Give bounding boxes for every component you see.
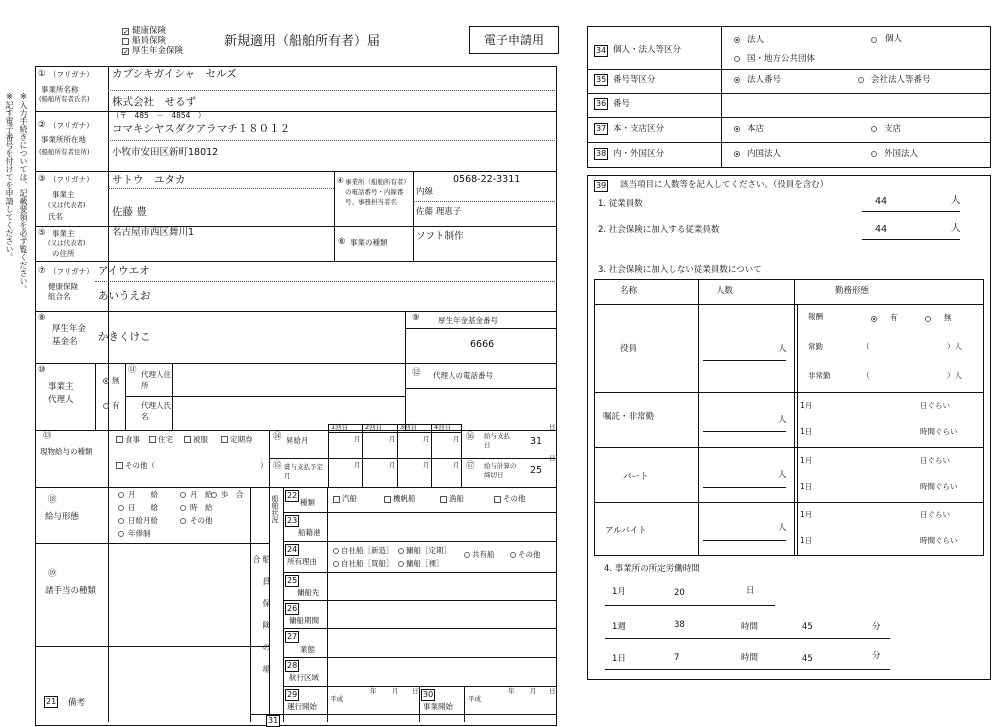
r14-h1: 1回目 [331, 423, 349, 431]
r18-opt-daily: 日 給 [128, 503, 158, 512]
r11-num: ⑪ [128, 365, 137, 375]
r13-num: ⑬ [43, 431, 52, 441]
r17-num: ⑰ [466, 461, 475, 471]
r22-check-other[interactable] [494, 496, 501, 503]
r35-radio-corp-num[interactable] [734, 77, 740, 83]
r13-item-meal: 食事 [125, 435, 140, 444]
r28-num: 28 [287, 661, 298, 670]
r18-radio-commission[interactable] [211, 492, 217, 498]
r8-num: ⑧ [38, 313, 46, 323]
row-arbeit-l2: 1日 [800, 536, 813, 545]
r14-unit2: 月 [389, 435, 396, 443]
r18-num: ⑱ [48, 495, 57, 505]
q4-r1-b[interactable]: 20 [674, 588, 685, 598]
q4-r2-e: 分 [872, 622, 881, 632]
r29-label: 運行開始 [287, 702, 317, 711]
row-contract-name: 嘱託・非常勤 [603, 412, 655, 422]
r9-label: 厚生年金基金番号 [438, 316, 498, 325]
e-application-button[interactable] [469, 26, 559, 54]
r39-intro: 該当項目に人数等を記入してください。（役員を含む） [620, 180, 829, 190]
r14-label: 昇給月 [286, 436, 309, 445]
r13-check-meal[interactable] [116, 436, 123, 443]
r14-unit1: 月 [354, 435, 361, 443]
q2-value[interactable]: 44 [875, 224, 888, 235]
q3-label: 3. 社会保険に加入しない従業員数について [598, 265, 762, 275]
row-officers-l3q: ）人 [947, 371, 962, 380]
q2-unit: 人 [951, 223, 961, 234]
q4-r3-a: 1日 [612, 654, 626, 664]
r24-radio-charter-periodic[interactable] [398, 548, 404, 554]
r34-label: 個人・法人等区分 [613, 45, 682, 55]
row-arbeit-unit: 人 [778, 523, 787, 533]
r29-y: 年 [370, 687, 377, 695]
r3-label1: 事業主 [52, 190, 75, 199]
r34-opt-public: 国・地方公共団体 [747, 54, 816, 64]
r5-label2: (又は代表者) [48, 239, 86, 247]
r1-name[interactable]: 株式会社 せるず [112, 96, 196, 108]
r35-opt-corp-num: 法人番号 [747, 75, 782, 85]
r18-opt-daily-monthly: 日給月給 [128, 516, 158, 525]
r5-addr[interactable]: 名古屋市西区舞川1 [112, 227, 195, 238]
r22-item-other: その他 [503, 494, 526, 503]
r34-opt-corp: 法人 [747, 35, 765, 45]
row-arbeit-l1: 1月 [800, 510, 813, 519]
tbl-h-count: 人数 [716, 286, 734, 296]
r7-furigana-label: （フリガナ） [49, 267, 94, 276]
r2-addr-label: 事業所所在地 [41, 135, 86, 144]
r34-radio-indiv[interactable] [871, 37, 877, 43]
r2-postal[interactable]: （〒 485 － 4854 ） [112, 111, 206, 120]
r24-radio-other[interactable] [510, 552, 516, 558]
r9-num: ⑨ [412, 313, 420, 323]
r24-item-bought: 自社船［買船］ [341, 559, 394, 568]
r36-label: 番号 [613, 99, 631, 109]
r18-opt-commission: 歩 合 [221, 490, 244, 499]
side-note-1: ※入力手続きについては、記載要領を必ず覧ください。 [19, 92, 28, 293]
r30-label: 事業開始 [423, 702, 453, 711]
row-contract-l1v: 日ぐらい [920, 401, 950, 410]
r37-num: 37 [596, 124, 607, 133]
q1-unit: 人 [951, 195, 961, 206]
r2-furigana[interactable]: コマキシヤスダクアラマチ１８０１２ [112, 123, 291, 135]
r12-num: ⑫ [412, 368, 421, 378]
r5-num: ⑤ [38, 228, 46, 238]
row-contract-l2: 1日 [800, 427, 813, 436]
check-health-insurance[interactable]: ✓ [123, 28, 129, 36]
r10-opt1: 無 [112, 376, 120, 385]
officers-radio-no[interactable] [925, 316, 931, 322]
r1-furigana[interactable]: カブシキガイシャ セルズ [112, 68, 237, 80]
row-part-l2: 1日 [800, 482, 813, 491]
ship-status-label: 船舶状況 [271, 495, 279, 523]
officers-radio-yes[interactable] [871, 316, 877, 322]
r24-item-other: その他 [518, 550, 541, 559]
q4-r3-b[interactable]: 7 [674, 653, 680, 663]
r35-num: 35 [596, 75, 607, 84]
r14-h2: 2回目 [365, 423, 383, 431]
r24-item-bareboat: 傭船［裸］ [406, 559, 444, 568]
tbl-h-work: 勤務形態 [835, 286, 870, 296]
row-part-l1: 1月 [800, 456, 813, 465]
row-arbeit-l2v: 時間ぐらい [920, 536, 958, 545]
r24-item-shared: 共有船 [472, 550, 495, 559]
r22-check-fishing[interactable] [440, 496, 447, 503]
r30-num: 30 [423, 690, 434, 699]
row-contract-l1: 1月 [800, 401, 813, 410]
q4-label: 4. 事業所の所定労働時間 [604, 564, 700, 574]
check-label-pension: 厚生年金保険 [132, 46, 184, 56]
r19-label: 諸手当の種類 [45, 586, 97, 596]
r8-label1: 厚生年金 [52, 324, 87, 334]
row-part-l1v: 日ぐらい [920, 456, 950, 465]
r14-unit3: 月 [423, 435, 430, 443]
r10-radio-yes[interactable] [103, 403, 109, 409]
check-label-seaman: 船員保険 [132, 36, 167, 46]
r2-addr-sub: (船舶所有者住所) [39, 148, 90, 156]
row-part-l2v: 時間ぐらい [920, 482, 958, 491]
r13-other-end: ） [260, 461, 268, 470]
e-application-label: 電子申請用 [483, 33, 544, 47]
r13-item-pass: 定期券 [230, 435, 253, 444]
r18-radio-annual[interactable] [118, 531, 124, 537]
r37-opt-head: 本店 [747, 124, 765, 134]
r16-num: ⑯ [466, 432, 475, 442]
r38-label: 内・外国区分 [613, 149, 665, 159]
r18-radio-daily[interactable] [118, 505, 124, 511]
r12-label: 代理人の電話番号 [433, 371, 493, 380]
r18-radio-daily-monthly[interactable] [118, 518, 124, 524]
r31-num: 31 [268, 716, 279, 725]
r30-m: 月 [530, 687, 537, 695]
r1-num: ① [38, 69, 46, 79]
r25-label: 傭船先 [297, 588, 320, 597]
row-officers-l1: 報酬 [808, 312, 823, 321]
r3-furigana-label: （フリガナ） [49, 175, 94, 184]
r16-value[interactable]: 31 [530, 436, 543, 447]
r24-label: 所有理由 [287, 557, 317, 566]
r15-unit2: 月 [389, 461, 396, 469]
r3-label3: 氏名 [48, 212, 63, 221]
r23-label: 船籍港 [298, 528, 321, 537]
r16-unit: 日 [549, 423, 556, 431]
r39-num: 39 [596, 181, 607, 190]
r3-num: ③ [38, 174, 46, 184]
r24-radio-new[interactable] [333, 548, 339, 554]
r13-item-clothes: 被服 [193, 435, 208, 444]
r23-num: 23 [287, 516, 298, 525]
r22-check-steamer[interactable] [333, 496, 340, 503]
r24-item-new: 自社船［新造］ [341, 546, 394, 555]
row-officers-l3p: （ [862, 371, 870, 380]
r11-name-label: 代理人氏名 [141, 401, 171, 421]
r21-label: 備考 [68, 698, 86, 708]
r2-furigana-label: （フリガナ） [49, 121, 94, 130]
check-pension-insurance[interactable]: ✓ [123, 48, 129, 56]
r19-num: ⑲ [48, 569, 57, 579]
r30-y: 年 [508, 687, 515, 695]
r24-radio-bought[interactable] [333, 561, 339, 567]
r22-num: 22 [287, 491, 298, 500]
r18-opt-hourly: 時 給 [190, 503, 213, 512]
row-officers-name: 役員 [620, 344, 638, 354]
r8-name[interactable]: かきくけこ [98, 331, 151, 343]
q4-r1-c: 日 [746, 586, 755, 596]
r4-phone[interactable]: 0568-22-3311 [453, 174, 521, 185]
r13-item-house: 住宅 [158, 435, 173, 444]
r15-unit3: 月 [423, 461, 430, 469]
row-officers-l1b: 無 [944, 313, 952, 322]
r34-radio-corp[interactable] [734, 37, 740, 43]
row-officers-l1a: 有 [890, 313, 898, 322]
r13-check-pass[interactable] [221, 436, 228, 443]
r5-label1: 事業主 [52, 229, 75, 238]
row-arbeit-l1v: 日ぐらい [920, 510, 950, 519]
r37-label: 本・支店区分 [613, 124, 665, 134]
r34-num: 34 [596, 46, 607, 55]
r34-opt-indiv: 個人 [885, 34, 903, 44]
r7-name[interactable]: あいうえお [98, 290, 151, 302]
row-contract-unit: 人 [778, 415, 787, 425]
r7-furigana[interactable]: アイウエオ [98, 265, 150, 277]
q4-r2-b[interactable]: 38 [674, 620, 685, 630]
r24-num: 24 [287, 545, 298, 554]
q4-r3-d[interactable]: 45 [802, 654, 813, 664]
r2-num: ② [38, 120, 46, 130]
r4-num: ④ [337, 176, 344, 185]
r25-num: 25 [287, 576, 298, 585]
r14-h3: 3回目 [400, 423, 418, 431]
r15-num: ⑮ [273, 461, 282, 471]
r6-num: ⑥ [338, 237, 346, 247]
r18-opt-monthly2: 月 給 [190, 490, 213, 499]
r35-radio-co-num[interactable] [858, 77, 864, 83]
r15-label: 賞与支払予定月 [284, 463, 323, 480]
r22-item-steamer: 汽船 [342, 494, 357, 503]
r1-name-sub: (船舶所有者氏名) [39, 95, 90, 103]
r1-furigana-label: （フリガナ） [49, 70, 94, 79]
r9-value[interactable]: 6666 [470, 339, 495, 350]
q1-label: 1. 従業員数 [598, 199, 643, 209]
r30-era: 平成 [468, 695, 481, 703]
row-officers-unit: 人 [778, 344, 787, 354]
q2-label: 2. 社会保険に加入する従業員数 [598, 225, 720, 235]
r29-d: 日 [412, 687, 419, 695]
r38-radio-domestic[interactable] [734, 151, 740, 157]
r7-num: ⑦ [38, 266, 46, 276]
row-officers-l2: 常勤 [808, 342, 823, 351]
r4-ext-label: 内線 [416, 187, 434, 197]
r1-name-label: 事業所名称 [41, 85, 79, 94]
row-officers-l2q: ）人 [947, 342, 962, 351]
r36-num: 36 [596, 99, 607, 108]
q4-r2-a: 1週 [612, 622, 626, 632]
r18-radio-hourly[interactable] [180, 505, 186, 511]
r29-num: 29 [287, 690, 298, 699]
r14-num: ⑭ [273, 432, 282, 442]
r27-label: 業態 [300, 645, 315, 654]
r7-label2: 組合名 [48, 292, 71, 301]
r30-d: 日 [549, 687, 556, 695]
r2-addr[interactable]: 小牧市安田区新町18012 [112, 147, 219, 158]
r15-unit4: 月 [453, 461, 460, 469]
r37-radio-head[interactable] [734, 126, 740, 132]
r18-radio-monthly2[interactable] [180, 492, 186, 498]
r27-num: 27 [287, 632, 298, 641]
r18-opt-other: その他 [190, 516, 213, 525]
r18-opt-monthly: 月 給 [128, 490, 158, 499]
r18-opt-annual: 年俸制 [128, 529, 151, 538]
tbl-h-name: 名称 [620, 286, 638, 296]
r29-m: 月 [392, 687, 399, 695]
row-arbeit-name: アルバイト [605, 526, 647, 536]
r7-label1: 健康保険 [48, 282, 78, 291]
q1-value[interactable]: 44 [875, 196, 888, 207]
r22-item-motor-sail: 機帆船 [393, 494, 416, 503]
r13-label: 現物給与の種類 [40, 447, 93, 456]
r24-item-charter-periodic: 傭船［定期］ [406, 546, 451, 555]
r6-value[interactable]: ソフト制作 [416, 231, 464, 242]
r10-opt2: 有 [112, 401, 120, 410]
r37-opt-branch: 支店 [884, 124, 902, 134]
r34-radio-public[interactable] [734, 56, 740, 62]
r13-check-other[interactable] [116, 462, 123, 469]
r4-person[interactable]: 佐藤 理恵子 [416, 207, 462, 217]
form-title: 新規適用（船舶所有者）届 [224, 34, 381, 49]
q4-r1-a: 1月 [612, 587, 626, 597]
check-seaman-insurance[interactable] [122, 38, 129, 45]
r35-label: 番号等区分 [613, 75, 656, 85]
r13-check-clothes[interactable] [184, 436, 191, 443]
r13-other: その他（ [125, 461, 155, 470]
r18-radio-monthly[interactable] [118, 492, 124, 498]
r14-h4: 4回目 [434, 423, 452, 431]
r18-label: 給与形態 [45, 512, 80, 522]
r21-num: 21 [46, 697, 57, 706]
r17-value[interactable]: 25 [530, 465, 543, 476]
row-part-name: パート [623, 472, 649, 482]
side-note-2: ※記す電子番号を付けてを申請してください。 [5, 92, 14, 261]
row-officers-l2p: （ [862, 342, 870, 351]
r3-name[interactable]: 佐藤 豊 [112, 206, 147, 218]
r10-num: ⑩ [38, 365, 46, 375]
r38-opt-foreign: 外国法人 [884, 149, 919, 159]
r22-item-fishing: 漁船 [449, 494, 464, 503]
r14-unit4: 月 [453, 435, 460, 443]
r10-label2: 代理人 [48, 395, 74, 405]
row-part-unit: 人 [778, 470, 787, 480]
r15-unit1: 月 [354, 461, 361, 469]
r29-era: 平成 [330, 695, 343, 703]
row-contract-l2v: 時間ぐらい [920, 427, 958, 436]
r38-opt-domestic: 内国法人 [747, 149, 782, 159]
check-label-health: 健康保険 [132, 26, 167, 36]
r35-opt-co-num: 会社法人等番号 [871, 75, 931, 85]
r10-radio-none[interactable] [103, 378, 109, 384]
r11-addr-label: 代理人住所 [141, 370, 171, 390]
r22-label: 種類 [300, 498, 315, 507]
r13-check-house[interactable] [149, 436, 156, 443]
r18-radio-other[interactable] [180, 518, 186, 524]
r37-radio-branch[interactable] [871, 126, 877, 132]
r26-num: 26 [287, 604, 298, 613]
q4-r2-c: 時間 [741, 622, 759, 632]
q4-r2-d[interactable]: 45 [802, 622, 813, 632]
r6-label: 事業の種類 [350, 238, 388, 247]
r3-furigana[interactable]: サトウ ユタカ [112, 174, 186, 186]
r24-radio-bareboat[interactable] [398, 561, 404, 567]
q4-r3-c: 時間 [741, 653, 759, 663]
r5-label3: の住所 [52, 249, 75, 258]
r10-label1: 事業主 [48, 382, 74, 392]
row-officers-l3: 非常勤 [808, 371, 831, 380]
q4-r3-e: 分 [872, 651, 881, 661]
r16-label: 給与支払日 [484, 432, 510, 449]
r17-label: 給与計算の締切日 [484, 462, 517, 479]
r38-radio-foreign[interactable] [871, 151, 877, 157]
r26-label: 傭船期間 [289, 616, 319, 625]
r4-label: 事業所（船舶所有者）の電話番号・内線番号、事務担当者名 [345, 178, 410, 206]
r17-unit: 日 [549, 454, 556, 462]
r22-check-motor-sail[interactable] [384, 496, 391, 503]
r28-label: 航行区域 [289, 673, 319, 682]
r38-num: 38 [596, 149, 607, 158]
r8-label2: 基金名 [52, 337, 78, 347]
r24-radio-shared[interactable] [464, 552, 470, 558]
ship-vertical-title: 船員保険の場合 [252, 555, 271, 687]
r3-label2: (又は代表者) [48, 201, 86, 209]
